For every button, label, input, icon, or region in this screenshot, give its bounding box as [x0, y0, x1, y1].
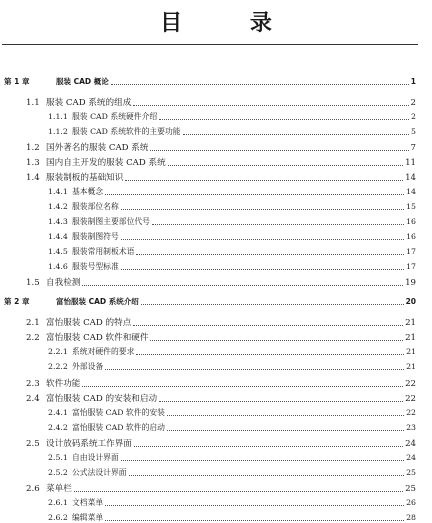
toc-entry-chapter: [4, 296, 416, 307]
toc-entry-number: 2.6: [26, 484, 40, 494]
toc-entry-title: 服装制板的基础知识: [46, 173, 124, 183]
toc-entry-title: 软件功能: [46, 379, 81, 389]
dot-leader: [136, 254, 404, 255]
toc-entry-page: 24: [405, 439, 416, 449]
dot-leader: [121, 460, 404, 461]
toc-entry-number: 2.1: [26, 318, 40, 328]
toc-entry-number: 2.5.2: [48, 468, 68, 477]
dot-leader: [136, 354, 404, 355]
dot-leader: [82, 285, 403, 286]
toc-entry-page: 25: [405, 484, 416, 494]
toc-entry-page: 23: [406, 423, 416, 432]
toc-entry-sub: [48, 231, 416, 242]
dot-leader: [125, 180, 403, 181]
toc-entry-number: 2.6.2: [48, 513, 68, 522]
toc-entry-number: 2.4: [26, 394, 40, 404]
toc-entry-number: 第 2 章: [4, 297, 30, 306]
toc-entry-sub: [48, 497, 416, 508]
toc-entry-number: 1.4.3: [48, 217, 68, 226]
toc-entry-title: 富怡服装 CAD 软件的安装: [72, 408, 165, 417]
toc-entry-section: [26, 96, 416, 108]
toc-entry-number: 1.4.2: [48, 202, 68, 211]
toc-entry-number: 1.4.4: [48, 232, 68, 241]
toc-entry-title: 系统对硬件的要求: [72, 347, 135, 356]
toc-entry-page: 21: [406, 347, 416, 356]
toc-entry-page: 22: [405, 379, 416, 389]
toc-entry-number: 2.4.1: [48, 408, 68, 417]
toc-entry-chapter: [4, 76, 416, 87]
dot-leader: [141, 304, 404, 305]
dot-leader: [159, 401, 403, 402]
toc-entry-title: 服装部位名称: [72, 202, 119, 211]
toc-entry-page: 22: [406, 408, 416, 417]
toc-entry-page: 14: [406, 187, 416, 196]
toc-entry-sub: [48, 126, 416, 137]
toc-entry-title: 自我检测: [46, 278, 81, 288]
toc-entry-sub: [48, 261, 416, 272]
toc-entry-page: 25: [406, 468, 416, 477]
dot-leader: [150, 340, 403, 341]
toc-entry-sub: [48, 422, 416, 433]
dot-leader: [159, 119, 409, 120]
toc-entry-sub: [48, 407, 416, 418]
dot-leader: [111, 84, 409, 85]
toc-entry-page: 2: [411, 112, 416, 121]
dot-leader: [150, 150, 408, 151]
toc-entry-number: 2.3: [26, 379, 40, 389]
toc-entry-section: [26, 276, 416, 288]
toc-entry-number: 1.3: [26, 158, 40, 168]
dot-leader: [105, 194, 404, 195]
toc-entry-page: 26: [406, 498, 416, 507]
toc-entry-title: 服装制图主要部位代号: [72, 217, 150, 226]
dot-leader: [74, 491, 403, 492]
toc-entry-page: 1: [410, 77, 416, 86]
toc-entry-sub: [48, 452, 416, 463]
toc-entry-title: 国外著名的服装 CAD 系统: [46, 143, 149, 153]
toc-entry-section: [26, 141, 416, 153]
toc-entry-page: 15: [406, 202, 416, 211]
dot-leader: [129, 475, 405, 476]
toc-entry-sub: [48, 201, 416, 212]
toc-entry-title: 服装 CAD 系统硬件介绍: [72, 112, 158, 121]
toc-entry-number: 1.4.5: [48, 247, 68, 256]
toc-entry-sub: [48, 512, 416, 523]
toc-entry-title: 服装常用制板术语: [72, 247, 135, 256]
toc-entry-page: 5: [411, 127, 416, 136]
toc-entry-page: 22: [405, 394, 416, 404]
toc-entry-title: 服装制图符号: [72, 232, 119, 241]
toc-entry-number: 1.5: [26, 278, 40, 288]
toc-entry-number: 1.2: [26, 143, 40, 153]
toc-entry-title: 菜单栏: [46, 484, 72, 494]
toc-entry-title: 富怡服装 CAD 软件和硬件: [46, 333, 149, 343]
toc-entry-page: 20: [405, 297, 416, 306]
dot-leader: [105, 505, 404, 506]
toc-entry-page: 21: [406, 362, 416, 371]
toc-entry-number: 2.5.1: [48, 453, 68, 462]
toc-entry-number: 1.1.1: [48, 112, 68, 121]
toc-entry-page: 21: [405, 318, 416, 328]
toc-entry-title: 国内自主开发的服装 CAD 系统: [46, 158, 166, 168]
toc-entry-title: 基本概念: [72, 187, 104, 196]
toc-entry-number: 1.4.6: [48, 262, 68, 271]
toc-entry-number: 2.2.2: [48, 362, 68, 371]
toc-entry-page: 28: [406, 513, 416, 522]
dot-leader: [167, 415, 404, 416]
toc-entry-section: [26, 377, 416, 389]
toc-entry-number: 2.2.1: [48, 347, 68, 356]
dot-leader: [121, 209, 404, 210]
dot-leader: [133, 325, 403, 326]
toc-entry-number: 1.4.1: [48, 187, 68, 196]
dot-leader: [82, 386, 403, 387]
toc-entry-number: 第 1 章: [4, 77, 30, 86]
dot-leader: [121, 269, 404, 270]
toc-entry-page: 16: [406, 232, 416, 241]
toc-entry-section: [26, 392, 416, 404]
dot-leader: [183, 134, 409, 135]
toc-entry-section: [26, 171, 416, 183]
toc-entry-section: [26, 437, 416, 449]
toc-entry-number: 1.1: [26, 98, 40, 108]
toc-entry-sub: [48, 246, 416, 257]
toc-entry-title: 富怡服装 CAD 软件的启动: [72, 423, 165, 432]
toc-entry-page: 17: [406, 247, 416, 256]
dot-leader: [121, 239, 404, 240]
toc-entry-title: 富怡服装 CAD 的特点: [46, 318, 132, 328]
toc-entry-title: 公式法设计界面: [72, 468, 127, 477]
toc-entry-number: 1.1.2: [48, 127, 68, 136]
toc-entry-page: 24: [406, 453, 416, 462]
toc-entry-number: 2.4.2: [48, 423, 68, 432]
page-title: 目 录: [160, 11, 302, 36]
toc-entry-sub: [48, 186, 416, 197]
toc-entry-title: 外部设备: [72, 362, 104, 371]
toc-entry-page: 21: [405, 333, 416, 343]
toc-entry-number: 2.2: [26, 333, 40, 343]
toc-entry-sub: [48, 346, 416, 357]
toc-entry-title: 富怡服装 CAD 系统介绍: [56, 297, 139, 306]
toc-entry-title: 文档菜单: [72, 498, 104, 507]
toc-entry-sub: [48, 467, 416, 478]
toc-entry-page: 16: [406, 217, 416, 226]
toc-entry-title: 服装号型标准: [72, 262, 119, 271]
toc-entry-sub: [48, 361, 416, 372]
toc-entry-section: [26, 482, 416, 494]
toc-entry-number: 2.5: [26, 439, 40, 449]
toc-entry-page: 14: [405, 173, 416, 183]
toc-entry-title: 自由设计界面: [72, 453, 119, 462]
dot-leader: [168, 165, 403, 166]
toc-entry-page: 11: [405, 158, 416, 168]
dot-leader: [105, 369, 404, 370]
dot-leader: [167, 430, 404, 431]
toc-entry-sub: [48, 216, 416, 227]
toc-entry-title: 服装 CAD 系统的组成: [46, 98, 132, 108]
toc-entry-sub: [48, 111, 416, 122]
dot-leader: [133, 105, 408, 106]
toc-entry-page: 7: [410, 143, 416, 153]
toc-entry-page: 19: [405, 278, 416, 288]
toc-entry-title: 服装 CAD 概论: [56, 77, 109, 86]
toc-entry-section: [26, 156, 416, 168]
toc-entry-title: 编辑菜单: [72, 513, 104, 522]
toc-entry-section: [26, 331, 416, 343]
toc-entry-page: 2: [410, 98, 416, 108]
toc-entry-title: 服装 CAD 系统软件的主要功能: [72, 127, 181, 136]
toc-entry-title: 富怡服装 CAD 的安装和启动: [46, 394, 158, 404]
toc-entry-number: 1.4: [26, 173, 40, 183]
toc-entry-title: 设计放码系统工作界面: [46, 439, 132, 449]
dot-leader: [152, 224, 404, 225]
dot-leader: [105, 520, 404, 521]
title-divider: [2, 44, 418, 45]
toc-entry-number: 2.6.1: [48, 498, 68, 507]
toc-entry-page: 17: [406, 262, 416, 271]
dot-leader: [134, 446, 403, 447]
toc-entry-section: [26, 316, 416, 328]
